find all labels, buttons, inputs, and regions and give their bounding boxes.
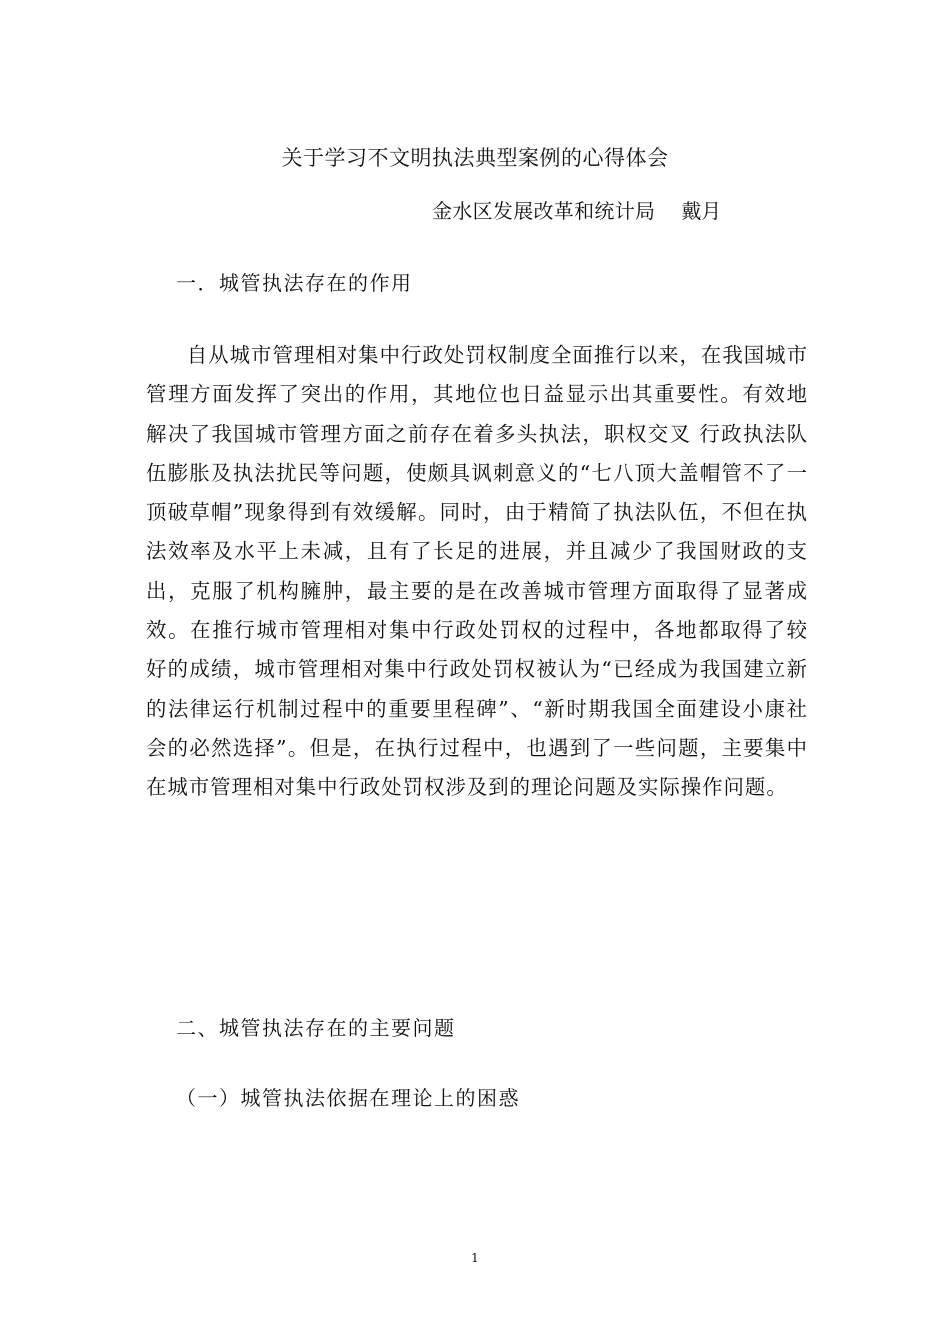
author-organization: 金水区发展改革和统计局 [432, 199, 656, 223]
page-number: 1 [471, 1251, 479, 1265]
section-1-heading: 一．城管执法存在的作用 [176, 271, 413, 295]
document-title: 关于学习不文明执法典型案例的心得体会 [281, 146, 669, 170]
author-line [432, 194, 721, 228]
author-name: 戴月 [681, 199, 722, 223]
section-2-heading: 二、城管执法存在的主要问题 [176, 1016, 456, 1040]
section-1-paragraph: 自从城市管理相对集中行政处罚权制度全面推行以来，在我国城市管理方面发挥了突出的作用，其地位也日益显示出其重要性。有效地解决了我国城市管理方面之前存在着多头执法，职权交叉 行政执法队伍膨胀及执法扰民等问题，使颇具讽刺意义的“七八顶大盖帽管不了一顶破草帽”现象得到有效缓解。同时，由于精简了执法队伍，不但在执法效率及水平上未减，且有了长足的进展，并且减少了我国财政的支出，克服了机构臃肿，最主要的是在改善城市管理方面取得了显著成效。在推行城市管理相对集中行政处罚权的过程中，各地都取得了较好的成绩，城市管理相对集中行政处罚权被认为“已经成为我国建立新的法律运行机制过程中的重要里程碑”、“新时期我国全面建设小康社会的必然选择”。但是，在执行过程中，也遇到了一些问题，主要集中在城市管理相对集中行政处罚权涉及到的理论问题及实际操作问题。 [146, 343, 808, 800]
subsection-1-heading: （一）城管执法依据在理论上的困惑 [176, 1086, 520, 1110]
